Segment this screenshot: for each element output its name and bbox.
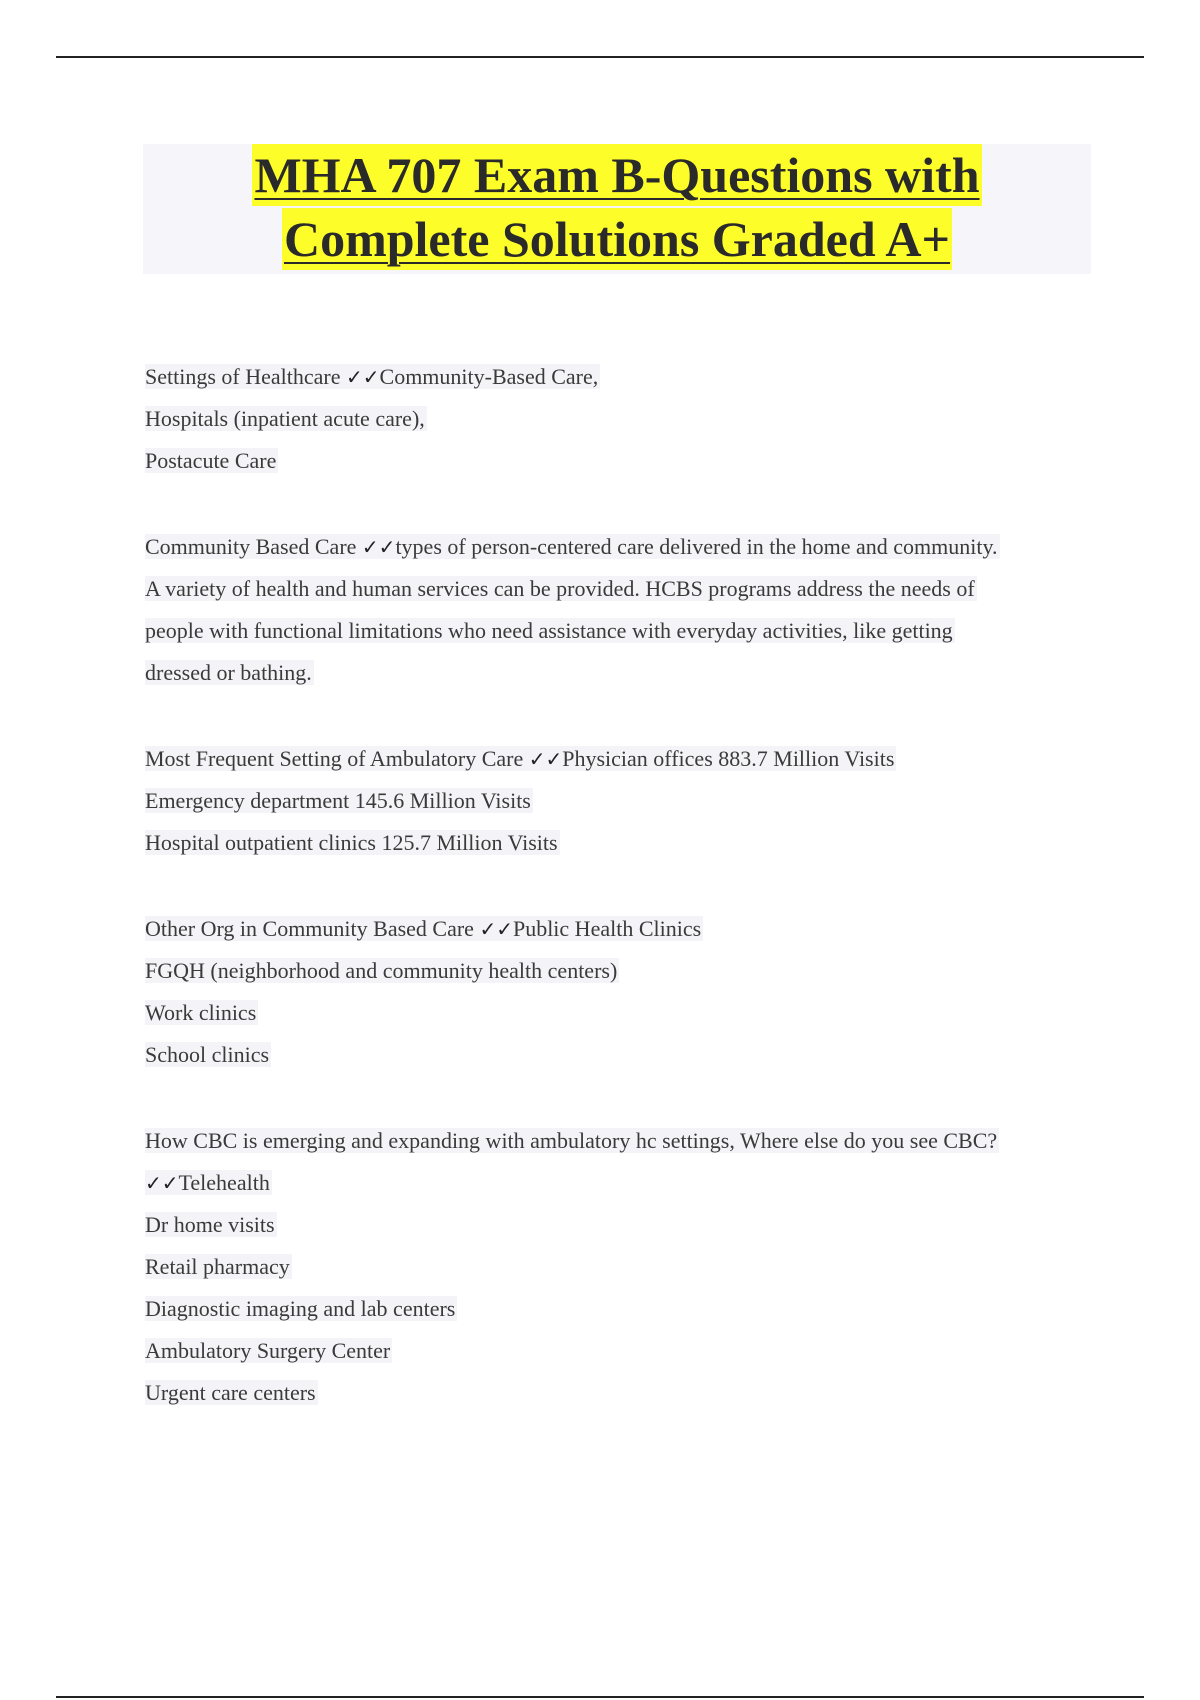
answer-line: people with functional limitations who need assistance with everyday activities, like getting — [145, 618, 953, 643]
question-text: Community Based Care — [145, 534, 362, 559]
bottom-rule — [56, 1696, 1144, 1698]
qa-item — [145, 526, 1095, 694]
title-block — [143, 144, 1091, 274]
answer-line: Work clinics — [145, 1000, 257, 1025]
check-mark-icon: ✓✓ — [346, 365, 380, 389]
question-text: Other Org in Community Based Care — [145, 916, 480, 941]
check-mark-icon: ✓✓ — [528, 747, 563, 771]
document-body — [145, 356, 1095, 1458]
answer-line: Dr home visits — [145, 1212, 275, 1237]
answer-line: FGQH (neighborhood and community health centers) — [145, 958, 618, 983]
answer-text: types of person-centered care delivered in the home and community. — [395, 534, 998, 559]
answer-line: dressed or bathing. — [145, 660, 312, 685]
check-mark-icon: ✓✓ — [479, 917, 513, 941]
document-title-line-2: Complete Solutions Graded A+ — [282, 208, 952, 270]
answer-line: Urgent care centers — [145, 1380, 316, 1405]
answer-text: Public Health Clinics — [512, 916, 702, 941]
answer-text: Telehealth — [178, 1170, 270, 1195]
question-text: Most Frequent Setting of Ambulatory Care — [145, 746, 529, 771]
qa-item — [145, 356, 1095, 482]
answer-line: School clinics — [145, 1042, 270, 1067]
question-text: How CBC is emerging and expanding with ambulatory hc settings, Where else do you see CBC? — [145, 1128, 998, 1153]
question-text: Settings of Healthcare — [145, 364, 346, 389]
answer-line: A variety of health and human services can be provided. HCBS programs address the needs of — [145, 576, 975, 601]
document-title-line-1: MHA 707 Exam B-Questions with — [252, 144, 981, 206]
answer-line: Hospital outpatient clinics 125.7 Million Visits — [145, 830, 558, 855]
check-mark-icon: ✓✓ — [145, 1171, 179, 1195]
top-rule — [56, 56, 1144, 58]
qa-item — [145, 908, 1095, 1076]
answer-text: Community-Based Care, — [379, 364, 599, 389]
answer-line: Postacute Care — [145, 448, 277, 473]
answer-text: Physician offices 883.7 Million Visits — [562, 746, 895, 771]
answer-line: Diagnostic imaging and lab centers — [145, 1296, 456, 1321]
qa-item — [145, 1120, 1095, 1414]
qa-item — [145, 738, 1095, 864]
check-mark-icon: ✓✓ — [361, 535, 396, 559]
answer-line: Retail pharmacy — [145, 1254, 290, 1279]
answer-line: Emergency department 145.6 Million Visits — [145, 788, 531, 813]
answer-line: Ambulatory Surgery Center — [145, 1338, 391, 1363]
answer-line: Hospitals (inpatient acute care), — [145, 406, 425, 431]
